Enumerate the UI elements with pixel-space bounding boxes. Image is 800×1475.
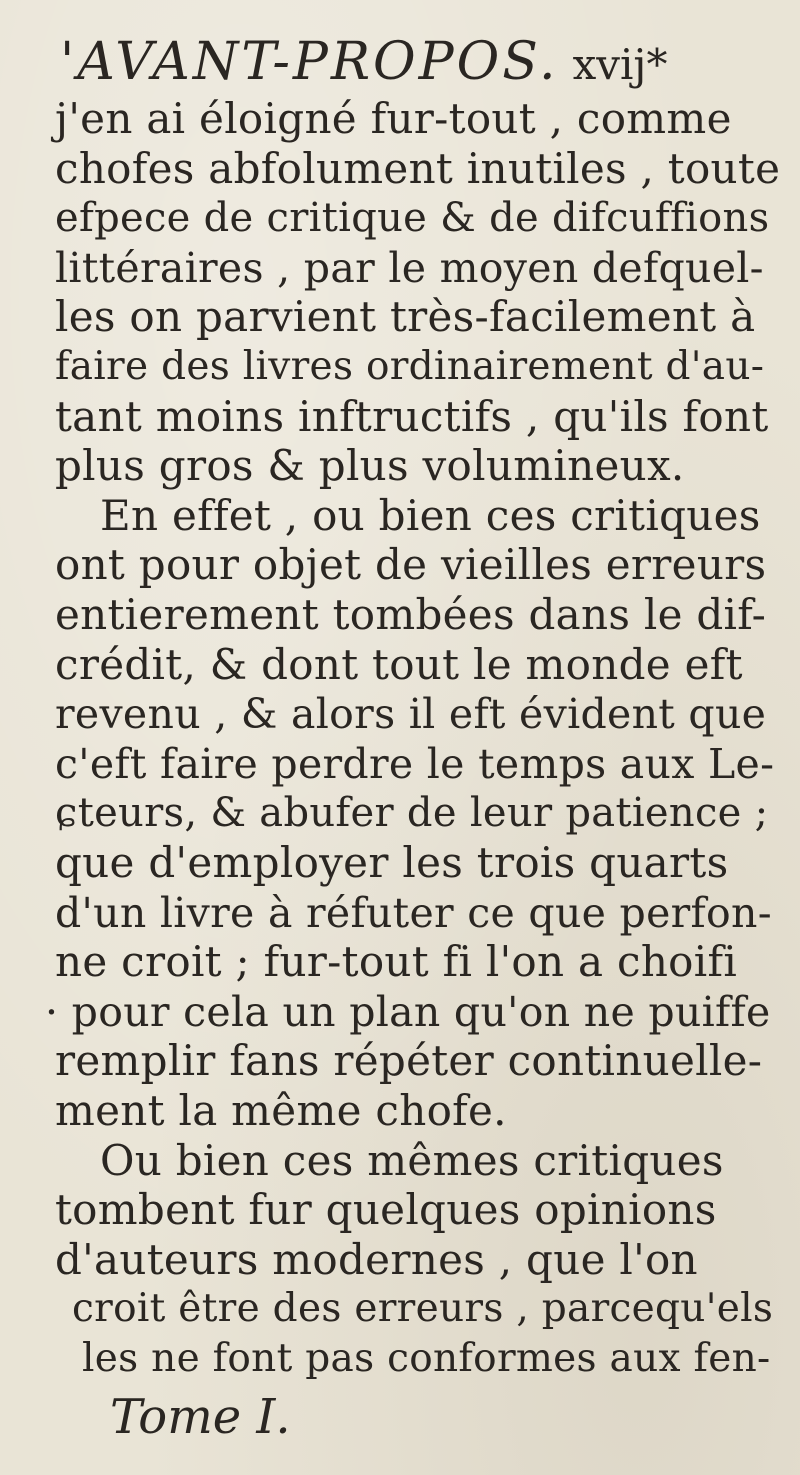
text-line: que d'employer les trois quarts xyxy=(55,838,729,887)
running-header xyxy=(60,32,760,92)
signature-mark: Tome I. xyxy=(110,1389,291,1445)
text-line: faire des livres ordinairement d'au- xyxy=(55,344,765,389)
text-line: entierement tombées dans le dif- xyxy=(55,590,767,639)
text-line: d'un livre à réfuter ce que perfon- xyxy=(55,889,772,937)
text-line: · pour cela un plan qu'on ne puiffe xyxy=(45,988,771,1036)
text-line: ne croit ; fur-tout fi l'on a choifi xyxy=(55,937,738,986)
text-line: Ou bien ces mêmes critiques xyxy=(100,1136,724,1185)
text-line: ment la même chofe. xyxy=(55,1086,507,1135)
page-number: xvij* xyxy=(572,40,668,89)
text-line: les on parvient très-facilement à xyxy=(55,292,756,341)
text-line: ont pour objet de vieilles erreurs xyxy=(55,540,767,589)
text-line: c'eft faire perdre le temps aux Le- xyxy=(55,740,775,788)
text-line: remplir fans répéter continuelle- xyxy=(55,1036,763,1085)
text-line: efpece de critique & de difcuffions xyxy=(55,195,770,241)
text-line: tant moins inftructifs , qu'ils font xyxy=(55,392,769,441)
text-line: plus gros & plus volumineux. xyxy=(55,441,685,490)
text-line: les ne font pas conformes aux fen- xyxy=(82,1336,771,1381)
text-line: ɕteurs, & abufer de leur patience ; xyxy=(55,790,769,836)
text-line: j'en ai éloigné fur-tout , comme xyxy=(55,94,732,143)
text-line: croit être des erreurs , parcequ'els xyxy=(72,1286,774,1331)
text-line: En effet , ou bien ces critiques xyxy=(100,491,761,540)
text-line: tombent fur quelques opinions xyxy=(55,1185,717,1234)
text-line: chofes abfolument inutiles , toute xyxy=(55,144,781,193)
text-line: littéraires , par le moyen defquel- xyxy=(55,244,764,292)
text-line: revenu , & alors il eft évident que xyxy=(55,690,767,738)
text-line: crédit, & dont tout le monde eft xyxy=(55,640,743,689)
text-line: d'auteurs modernes , que l'on xyxy=(55,1235,698,1284)
running-title: 'AVANT-PROPOS. xyxy=(60,32,559,92)
